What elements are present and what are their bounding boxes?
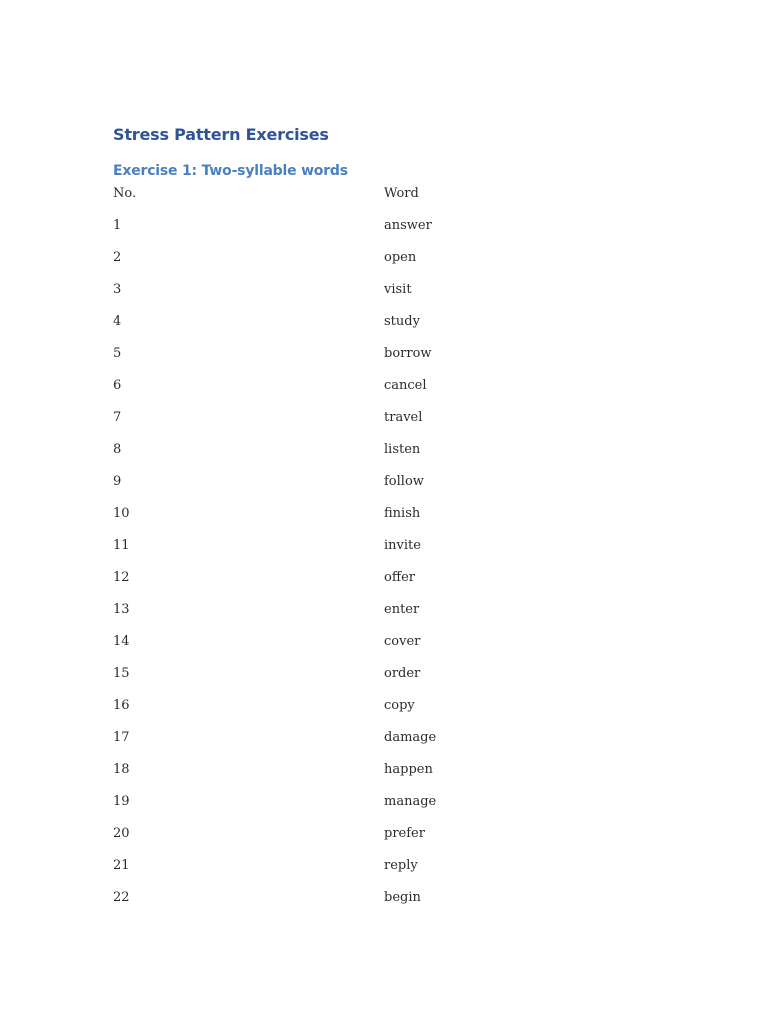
row-word: invite <box>384 538 421 553</box>
table-row <box>113 280 584 312</box>
row-number: 22 <box>113 890 130 905</box>
table-row <box>113 664 584 696</box>
row-word: finish <box>384 506 421 521</box>
row-number: 15 <box>113 666 130 681</box>
table-row <box>113 824 584 856</box>
row-word: open <box>384 250 417 265</box>
row-number: 5 <box>113 346 122 361</box>
row-number: 8 <box>113 442 122 457</box>
column-header-word: Word <box>384 186 419 201</box>
row-number: 7 <box>113 410 122 425</box>
table-row <box>113 440 584 472</box>
row-number: 4 <box>113 314 122 329</box>
table-row <box>113 792 584 824</box>
row-word: cancel <box>384 378 427 393</box>
row-number: 16 <box>113 698 130 713</box>
table-row <box>113 632 584 664</box>
table-row <box>113 696 584 728</box>
table-body <box>113 216 584 920</box>
row-number: 10 <box>113 506 130 521</box>
row-word: prefer <box>384 826 425 841</box>
column-header-no: No. <box>113 186 137 201</box>
exercise-1-heading: Exercise 1: Two-syllable words <box>113 163 348 179</box>
table-row <box>113 472 584 504</box>
row-number: 21 <box>113 858 130 873</box>
row-word: cover <box>384 634 421 649</box>
row-number: 1 <box>113 218 122 233</box>
table-row <box>113 312 584 344</box>
row-word: visit <box>384 282 412 297</box>
row-word: manage <box>384 794 437 809</box>
row-word: travel <box>384 410 423 425</box>
table-row <box>113 568 584 600</box>
word-table <box>113 184 584 920</box>
row-number: 11 <box>113 538 130 553</box>
table-row <box>113 760 584 792</box>
row-word: follow <box>384 474 424 489</box>
row-word: happen <box>384 762 433 777</box>
table-row <box>113 600 584 632</box>
table-header-row <box>113 184 584 216</box>
row-number: 20 <box>113 826 130 841</box>
row-number: 9 <box>113 474 122 489</box>
document-title: Stress Pattern Exercises <box>113 125 329 144</box>
table-row <box>113 376 584 408</box>
row-word: reply <box>384 858 418 873</box>
row-word: study <box>384 314 420 329</box>
row-number: 3 <box>113 282 122 297</box>
table-row <box>113 728 584 760</box>
row-word: listen <box>384 442 421 457</box>
row-word: copy <box>384 698 415 713</box>
row-word: begin <box>384 890 421 905</box>
row-number: 17 <box>113 730 130 745</box>
row-word: borrow <box>384 346 432 361</box>
table-row <box>113 856 584 888</box>
row-number: 2 <box>113 250 122 265</box>
row-number: 18 <box>113 762 130 777</box>
table-row <box>113 888 584 920</box>
row-word: order <box>384 666 421 681</box>
row-number: 12 <box>113 570 130 585</box>
row-word: answer <box>384 218 432 233</box>
row-number: 19 <box>113 794 130 809</box>
row-word: offer <box>384 570 415 585</box>
table-row <box>113 344 584 376</box>
row-word: enter <box>384 602 420 617</box>
row-number: 13 <box>113 602 130 617</box>
row-number: 14 <box>113 634 130 649</box>
table-row <box>113 216 584 248</box>
table-row <box>113 504 584 536</box>
table-row <box>113 248 584 280</box>
row-word: damage <box>384 730 437 745</box>
table-row <box>113 536 584 568</box>
table-row <box>113 408 584 440</box>
row-number: 6 <box>113 378 122 393</box>
